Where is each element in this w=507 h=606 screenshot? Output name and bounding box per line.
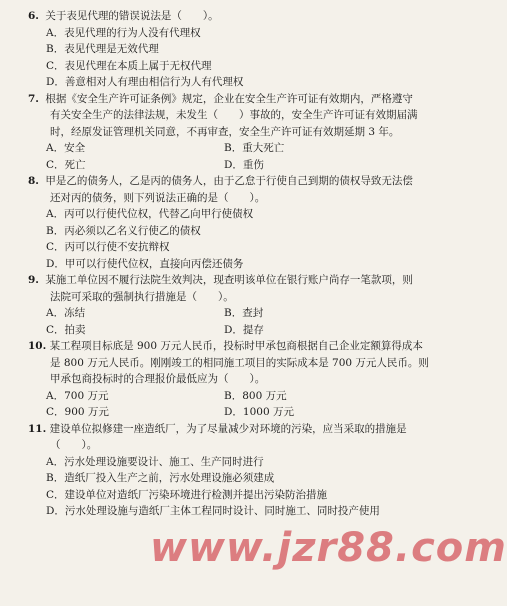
option-d: D．重伤 <box>224 158 264 171</box>
question-stem-line <box>28 91 428 108</box>
question-stem-line <box>28 190 428 207</box>
option-a: A．安全 <box>46 142 86 154</box>
question-stem-text: 甲承包商投标时的合理报价最低应为（ ）。 <box>50 373 266 385</box>
question-5 <box>28 421 428 520</box>
option-a: A．丙可以行使代位权，代替乙向甲行使债权 <box>46 208 254 220</box>
option-c: C．表见代理在本质上属于无权代理 <box>46 59 212 72</box>
option-c: C．900 万元 <box>46 406 109 418</box>
question-1 <box>28 91 428 174</box>
option-a: A．表见代理的行为人没有代理权 <box>46 26 201 39</box>
option-row <box>46 305 428 322</box>
option-b: B．查封 <box>224 307 264 319</box>
question-stem-text: 某施工单位因不履行法院生效判决，现查明该单位在银行账户尚存一笔款项，则 <box>45 274 413 286</box>
option-b: B．造纸厂投入生产之前，污水处理设施必须建成 <box>46 472 275 484</box>
options <box>28 305 428 338</box>
option-d: D．善意相对人有理由相信行为人有代理权 <box>46 76 244 88</box>
question-stem-line <box>28 289 428 306</box>
question-stem-text: 某工程项目标底是 900 万元人民币，投标时甲承包商根据自己企业定额算得成本 <box>49 340 423 352</box>
question-stem-line <box>28 8 428 25</box>
question-number: 11. <box>28 422 47 435</box>
question-stem-text: 关于表见代理的错误说法是（ ）。 <box>45 10 219 22</box>
option-d: D．甲可以行使代位权，直接向丙偿还债务 <box>46 257 244 270</box>
question-stem-line <box>28 173 428 190</box>
options <box>28 454 428 520</box>
option-a: A．污水处理设施要设计、施工、生产同时进行 <box>46 455 264 468</box>
option-b: B．重大死亡 <box>224 142 285 154</box>
question-stem-text: 根据《安全生产许可证条例》规定，企业在安全生产许可证有效期内，严格遵守 <box>45 92 413 105</box>
question-stem-text: 甲是乙的债务人，乙是丙的债务人，由于乙怠于行使自己到期的债权导致无法偿 <box>45 175 413 187</box>
options <box>28 25 428 91</box>
question-number: 9. <box>28 274 39 286</box>
question-3 <box>28 272 428 338</box>
question-stem-line <box>28 272 428 289</box>
option-row <box>46 404 428 421</box>
option-a: A．700 万元 <box>46 389 109 402</box>
options <box>28 388 428 421</box>
option-b: B．表见代理是无效代理 <box>46 43 159 55</box>
options <box>28 140 428 173</box>
question-stem-text: 还对丙的债务，则下列说法正确的是（ ）。 <box>50 191 266 204</box>
question-stem-line <box>28 421 428 438</box>
option-d: D．提存 <box>224 323 264 336</box>
question-number: 10. <box>28 340 47 352</box>
option-d: D．污水处理设施与造纸厂主体工程同时设计、同时施工、同时投产使用 <box>46 505 380 517</box>
question-stem-text: 有关安全生产的法律法规，未发生（ ）事故的，安全生产许可证有效期届满 <box>50 109 418 121</box>
option-c: C．丙可以行使不安抗辩权 <box>46 241 170 253</box>
question-stem-text: 建设单位拟修建一座造纸厂，为了尽量减少对环境的污染，应当采取的措施是 <box>49 422 407 435</box>
watermark: www.jzr88.com <box>150 525 507 571</box>
option-c: C．死亡 <box>46 158 86 171</box>
option-d: D．1000 万元 <box>224 406 294 418</box>
question-stem-line <box>28 437 428 454</box>
question-stem-line <box>28 338 428 355</box>
question-stem-line <box>28 107 428 124</box>
question-list <box>28 8 428 520</box>
question-4 <box>28 338 428 421</box>
question-number: 6. <box>28 10 39 22</box>
question-number: 8. <box>28 175 39 187</box>
question-stem-line <box>28 371 428 388</box>
option-row <box>46 157 428 174</box>
option-c: C．拍卖 <box>46 323 86 336</box>
option-row <box>46 140 428 157</box>
question-2 <box>28 173 428 272</box>
option-row <box>46 322 428 339</box>
question-stem-text: 是 800 万元人民币。刚刚竣工的相同施工项目的实际成本是 700 万元人民币。则 <box>50 356 429 369</box>
question-stem-line <box>28 124 428 141</box>
options <box>28 206 428 272</box>
option-c: C．建设单位对造纸厂污染环境进行检测并提出污染防治措施 <box>46 488 328 501</box>
option-a: A．冻结 <box>46 307 86 319</box>
question-stem-text: 时，经原发证管理机关同意，不再审查，安全生产许可证有效期延期 3 年。 <box>50 125 400 138</box>
question-stem-line <box>28 355 428 372</box>
question-stem-text: 法院可采取的强制执行措施是（ ）。 <box>50 290 234 303</box>
question-0 <box>28 8 428 91</box>
question-number: 7. <box>28 92 39 105</box>
question-stem-text: （ ）。 <box>50 439 98 451</box>
option-b: B．800 万元 <box>224 389 287 402</box>
option-row <box>46 388 428 405</box>
option-b: B．丙必须以乙名义行使乙的债权 <box>46 224 201 237</box>
